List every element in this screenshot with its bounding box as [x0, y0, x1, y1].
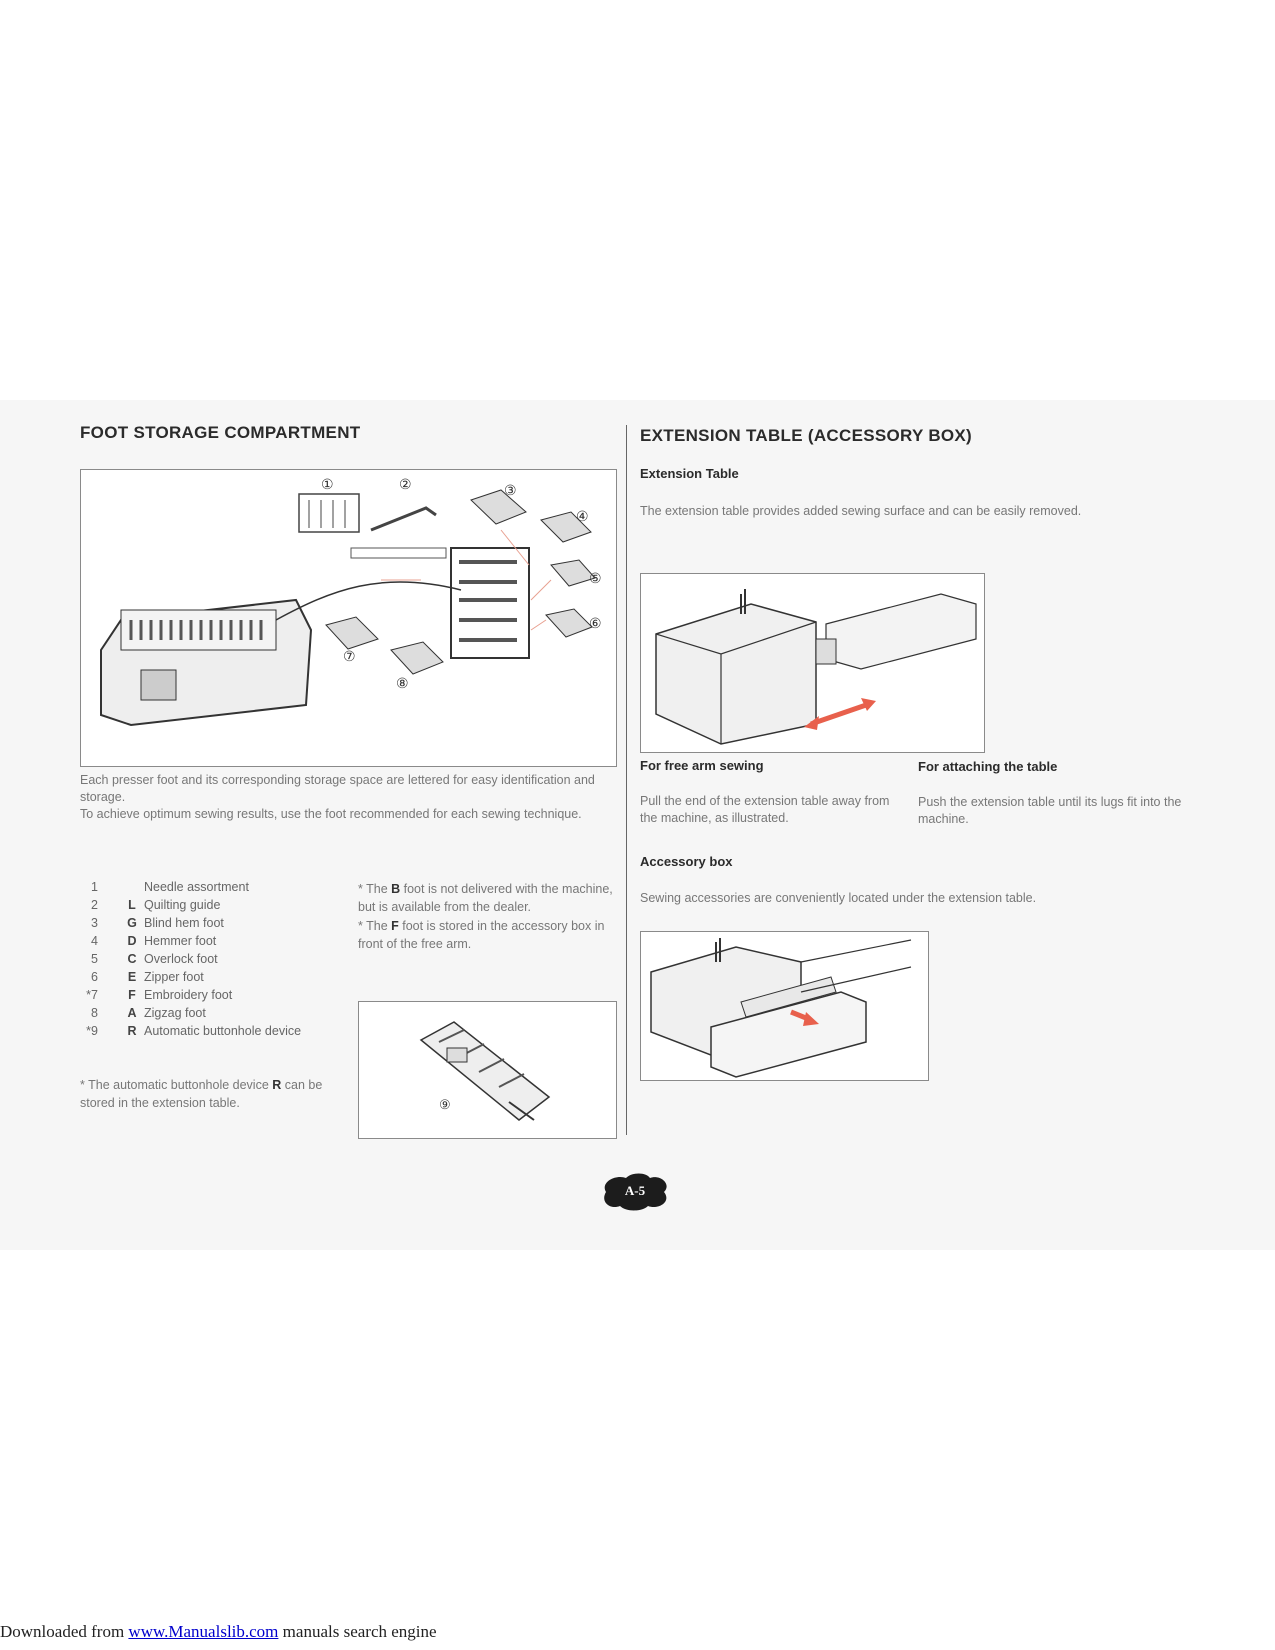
attach-table-heading: For attaching the table — [918, 759, 1058, 774]
callout-4: ④ — [576, 508, 589, 524]
page-number-badge — [598, 1172, 672, 1212]
list-item: 3 G Blind hem foot — [91, 916, 224, 930]
manualslib-link[interactable]: www.Manualslib.com — [128, 1622, 279, 1641]
foot-storage-illustration — [81, 470, 616, 766]
extension-table-title: EXTENSION TABLE (ACCESSORY BOX) — [640, 426, 973, 445]
buttonhole-device-figure — [358, 1001, 617, 1139]
accessory-box-heading: Accessory box — [640, 854, 733, 869]
free-arm-heading: For free arm sewing — [640, 758, 764, 773]
callout-1: ① — [321, 476, 334, 492]
list-item: *7 F Embroidery foot — [86, 988, 233, 1002]
accessory-box-figure — [640, 931, 929, 1081]
footer-prefix: Downloaded from — [0, 1622, 129, 1641]
callout-2: ② — [399, 476, 412, 492]
callout-9: ⑨ — [439, 1097, 451, 1112]
list-item: 1 Needle assortment — [91, 880, 249, 894]
column-divider — [626, 425, 627, 1135]
extension-table-text: The extension table provides added sewing surface and can be easily removed. — [640, 504, 1082, 518]
free-arm-illustration — [641, 574, 984, 752]
callout-8: ⑧ — [396, 675, 409, 691]
list-item: 6 E Zipper foot — [91, 970, 204, 984]
callout-6: ⑥ — [589, 615, 602, 631]
callout-5: ⑤ — [589, 570, 602, 586]
foot-storage-title: FOOT STORAGE COMPARTMENT — [80, 423, 361, 442]
list-item: 5 C Overlock foot — [91, 952, 218, 966]
foot-storage-description — [80, 772, 620, 823]
note-f-foot: * The F foot is stored in the accessory box in front of the free arm. — [358, 919, 605, 951]
footer-suffix: manuals search engine — [278, 1622, 437, 1641]
list-item: 2 L Quilting guide — [91, 898, 221, 912]
download-footer — [0, 1622, 437, 1642]
page-number: A-5 — [624, 1183, 646, 1198]
accessory-box-text: Sewing accessories are conveniently located under the extension table. — [640, 891, 1037, 905]
buttonhole-device-illustration — [359, 1002, 616, 1138]
note-r-device: * The automatic buttonhole device R can be stored in the extension table. — [80, 1078, 323, 1110]
attach-table-text: Push the extension table until its lugs fit into the machine. — [918, 795, 1182, 826]
description-line-2: To achieve optimum sewing results, use the foot recommended for each sewing technique. — [80, 807, 582, 821]
note-b-foot: * The B foot is not delivered with the machine, but is available from the dealer. — [358, 882, 613, 914]
callout-3: ③ — [504, 482, 517, 498]
list-item: *9 R Automatic buttonhole device — [86, 1024, 302, 1038]
list-item: 4 D Hemmer foot — [91, 934, 217, 948]
description-line-1: Each presser foot and its corresponding storage space are lettered for easy identification and storage. — [80, 773, 595, 804]
foot-storage-figure — [80, 469, 617, 767]
extension-table-heading: Extension Table — [640, 466, 739, 481]
free-arm-text: Pull the end of the extension table away from the machine, as illustrated. — [640, 794, 890, 825]
accessory-box-illustration — [641, 932, 928, 1080]
list-item: 8 A Zigzag foot — [91, 1006, 206, 1020]
callout-7: ⑦ — [343, 648, 356, 664]
free-arm-figure — [640, 573, 985, 753]
